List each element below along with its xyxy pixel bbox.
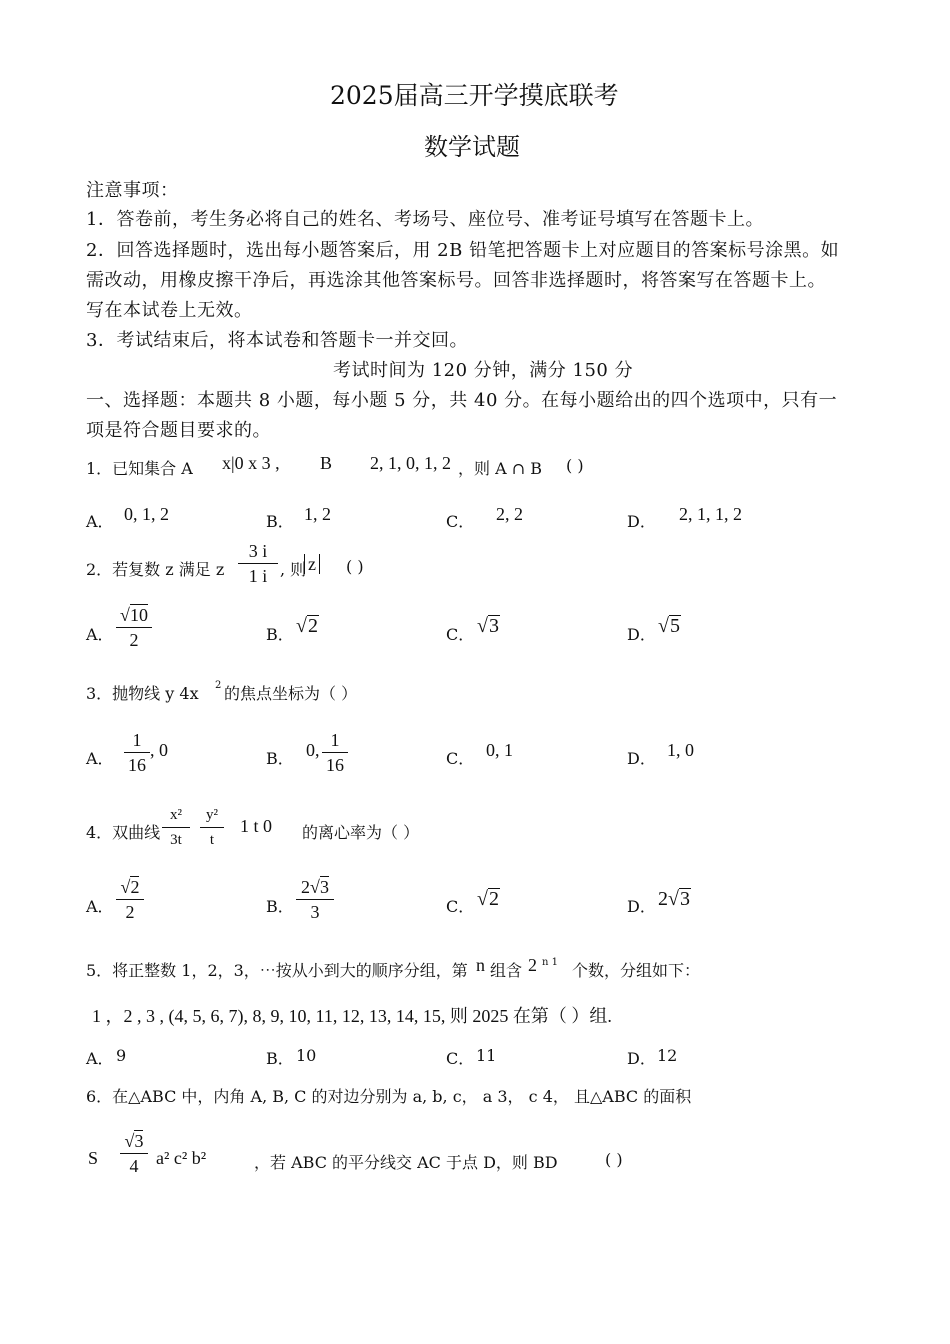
q4-opt-d: 2√3 <box>658 888 690 910</box>
exam-title: 2025届高三开学摸底联考 <box>330 81 619 110</box>
q2-opt-c: √3 <box>477 615 499 637</box>
q5-text: 5．将正整数 1，2，3，⋯按从小到大的顺序分组，第 <box>86 961 468 980</box>
q3-opt-a-frac: 1 16 <box>124 729 150 776</box>
q6-s: S <box>88 1148 99 1168</box>
q2-abs-z: z <box>304 554 320 574</box>
q1-opt-c: 2, 2 <box>496 504 523 524</box>
note-line-2c: 写在本试卷上无效。 <box>86 300 253 321</box>
q2-fraction <box>238 540 278 587</box>
q4-opt-c-label: C． <box>446 897 475 916</box>
q1-set-a: x|0 x 3 , <box>222 453 280 473</box>
q2-opt-d-label: D． <box>627 625 656 644</box>
q4-frac-2: y² t <box>200 804 224 851</box>
section-1-line-2: 项是符合题目要求的。 <box>86 420 271 441</box>
q4-tail: 的离心率为（ ） <box>302 823 420 842</box>
notes-heading: 注意事项： <box>86 180 179 201</box>
q2-numerator: 3 i <box>248 541 268 561</box>
q1-opt-b: 1, 2 <box>304 504 331 524</box>
q4-mid: 1 t 0 <box>240 816 273 836</box>
q3-opt-c: 0, 1 <box>486 740 513 760</box>
q2-opt-b: √2 <box>296 615 318 637</box>
q5-opt-b: 10 <box>296 1046 317 1065</box>
q3-opt-a-label: A． <box>86 749 114 768</box>
q5-n: n <box>476 955 485 975</box>
q4-opt-c: √2 <box>477 888 499 910</box>
q1-text: 1．已知集合 A <box>86 459 193 478</box>
exam-subtitle: 数学试题 <box>424 133 520 161</box>
q6-tail: ，若 ABC 的平分线交 AC 于点 D，则 BD <box>254 1153 558 1172</box>
q3-tail: 的焦点坐标为（ ） <box>224 684 358 703</box>
q4-frac-1: x² 3t <box>162 804 190 851</box>
q5-mid: 组含 <box>490 961 523 980</box>
q2-tail: , 则 <box>280 560 307 579</box>
q1-tail: ，则 A ∩ B <box>458 459 542 478</box>
q5-opt-c-label: C． <box>446 1049 475 1068</box>
q5-pow: 2 <box>528 955 537 975</box>
q4-opt-d-label: D． <box>627 897 656 916</box>
q2-opt-b-label: B． <box>266 625 294 644</box>
q2-text: 2．若复数 z 满足 z <box>86 560 225 579</box>
q3-opt-a-rest: , 0 <box>150 740 168 760</box>
note-line-3: 3．考试结束后，将本试卷和答题卡一并交回。 <box>86 330 468 351</box>
q1-opt-b-label: B． <box>266 512 294 531</box>
q1-opt-d-label: D． <box>627 512 656 531</box>
q3-opt-d-label: D． <box>627 749 656 768</box>
q6-expr: a² c² b² <box>156 1148 207 1168</box>
note-line-2a: 2．回答选择题时，选出每小题答案后，用 2B 铅笔把答题卡上对应题目的答案标号涂黑。如 <box>86 240 840 261</box>
q5-opt-c: 11 <box>476 1046 497 1065</box>
q5-opt-d: 12 <box>657 1046 678 1065</box>
q4-opt-a: √2 2 <box>116 876 144 923</box>
q6-line-1: 6．在△ABC 中，内角 A, B, C 的对边分别为 a, b, c， a 3， c 4， 且△ABC 的面积 <box>86 1087 692 1106</box>
q2-opt-c-label: C． <box>446 625 475 644</box>
q2-paren: ( ) <box>346 557 364 576</box>
q5-tail: 个数，分组如下： <box>572 961 701 980</box>
q3-text: 3．抛物线 y 4x <box>86 684 199 703</box>
q2-denominator: 1 i <box>248 566 268 586</box>
section-1-line-1: 一、选择题：本题共 8 小题，每小题 5 分，共 40 分。在每小题给出的四个选项中，只有一 <box>86 390 838 411</box>
q1-opt-c-label: C． <box>446 512 475 531</box>
q3-exp: 2 <box>215 680 222 691</box>
q1-paren: ( ) <box>566 456 584 475</box>
q1-opt-a-label: A． <box>86 512 114 531</box>
q1-opt-d: 2, 1, 1, 2 <box>679 504 742 524</box>
q3-opt-b-label: B． <box>266 749 294 768</box>
q5-opt-a: 9 <box>116 1046 127 1065</box>
q1-opt-a: 0, 1, 2 <box>124 504 169 524</box>
q4-opt-b: 2√3 3 <box>296 876 334 923</box>
q5-sequence: 1 ，2 , 3 , (4, 5, 6, 7), 8, 9, 10, 11, 12, 13, 14, 15, 则 2025 在第（ ）组. <box>92 1006 612 1026</box>
q4-opt-b-label: B． <box>266 897 294 916</box>
q5-opt-a-label: A． <box>86 1049 114 1068</box>
exam-time: 考试时间为 120 分钟，满分 150 分 <box>333 360 634 381</box>
q2-opt-a-label: A． <box>86 625 114 644</box>
note-line-1: 1．答卷前，考生务必将自己的姓名、考场号、座位号、准考证号填写在答题卡上。 <box>86 209 764 230</box>
q2-opt-d: √5 <box>658 615 680 637</box>
q4-opt-a-label: A． <box>86 897 114 916</box>
q4-text: 4．双曲线 <box>86 823 161 842</box>
q3-opt-c-label: C． <box>446 749 475 768</box>
q6-paren: ( ) <box>605 1150 623 1169</box>
note-line-2b: 需改动，用橡皮擦干净后，再选涂其他答案标号。回答非选择题时，将答案写在答题卡上。 <box>86 270 826 291</box>
q2-opt-a: √10 2 <box>116 604 152 651</box>
q5-opt-b-label: B． <box>266 1049 294 1068</box>
q6-fraction: √3 4 <box>120 1130 148 1177</box>
q5-opt-d-label: D． <box>627 1049 656 1068</box>
q1-b: B <box>320 453 333 473</box>
q3-opt-d: 1, 0 <box>667 740 694 760</box>
q3-opt-b-pre: 0, <box>306 740 320 760</box>
q2-opt-a-den: 2 <box>129 630 139 650</box>
q3-opt-b-frac: 1 16 <box>322 729 348 776</box>
q2-opt-a-num: 10 <box>129 605 148 625</box>
q1-set-b: 2, 1, 0, 1, 2 <box>370 453 451 473</box>
q5-pow-exp: n 1 <box>542 957 558 968</box>
